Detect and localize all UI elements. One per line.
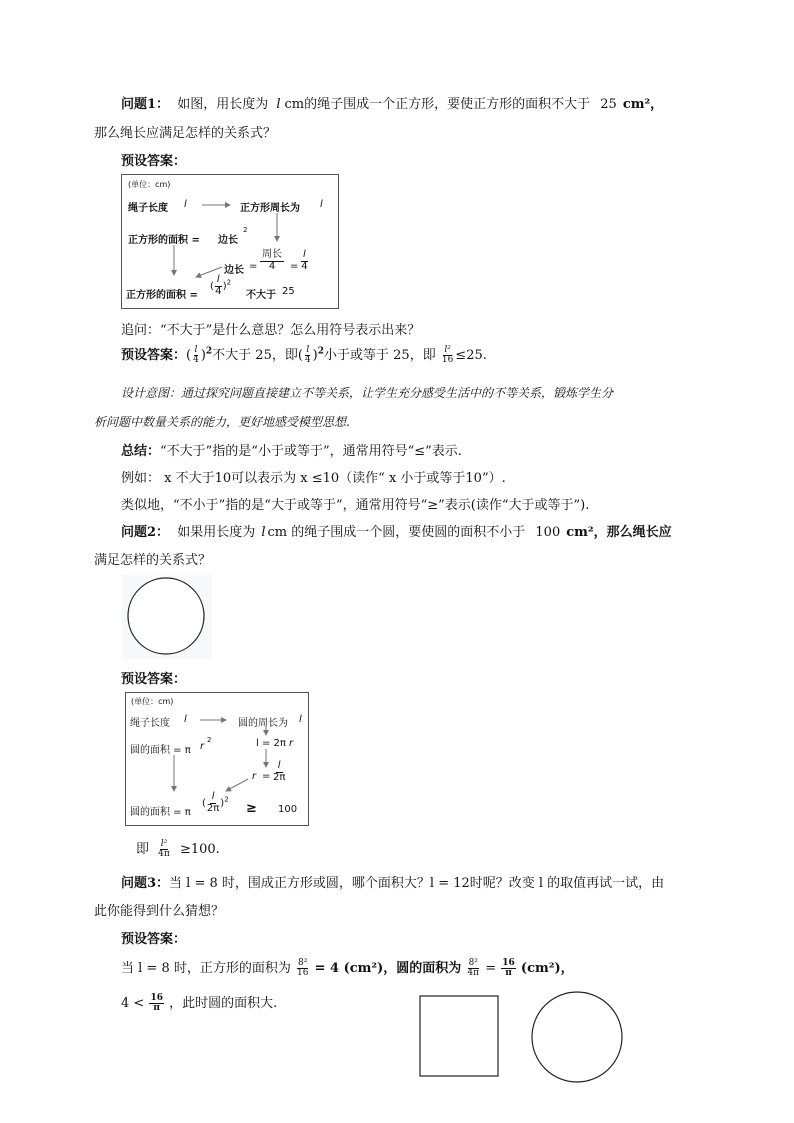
twenty-five: 25 [282, 286, 295, 297]
arrow-r-to-area [226, 779, 248, 791]
example-line: 例如： x 不大于10可以表示为 x ≤10（读作“ x 小于或等于10”）. [121, 471, 506, 486]
l-equals-2pi: l = 2π [256, 738, 286, 749]
ans3-e: 4 < [121, 996, 145, 1011]
ans1-16: 16 [441, 355, 454, 365]
q1-unit: cm²， [622, 97, 664, 112]
ans2-frac [157, 840, 171, 859]
circle-reasoning-diagram [125, 692, 309, 826]
ans3-f4n: 16 [150, 993, 163, 1003]
circle-perimeter-label: 圆的周长为 [238, 718, 288, 729]
ans3-f1n: 8² [298, 958, 308, 968]
answer-1-part1: 不大于 25，即 [212, 348, 298, 363]
frac-l: l [277, 760, 281, 771]
square-area-final-label: 正方形的面积 = [126, 290, 198, 301]
square-shape [420, 996, 498, 1076]
answer-1-part2: 小于或等于 25，即 [324, 348, 436, 363]
side-length-red: 边长 [218, 235, 238, 246]
p-exp: 2 [224, 795, 229, 804]
ans1-l-b: l [306, 345, 310, 355]
frac-2pi: 2π [273, 771, 286, 783]
ans3-f2n: 8² [468, 958, 478, 968]
unit-note: (单位：cm) [128, 180, 171, 189]
q1-line1 [121, 93, 663, 112]
followup-question: 追问：“不大于”是什么意思？怎么用符号表示出来？ [121, 323, 421, 338]
p-2pi: 2π [206, 802, 220, 814]
ans1-4-a: 4 [193, 355, 199, 365]
preset-answer-label-1: 预设答案： [121, 154, 187, 169]
l-equals-r-red: r [289, 738, 294, 749]
ans3-frac3 [501, 959, 516, 978]
perimeter-num: 周长 [262, 249, 282, 260]
box1-arrows [122, 175, 338, 308]
circle-exp: 2 [207, 736, 212, 744]
q3-line1 [121, 872, 664, 891]
q2-text-a: 如果用长度为 [177, 525, 256, 540]
ans3-f3n: 16 [502, 958, 515, 968]
q2-line1 [121, 521, 672, 540]
ans1-exp-a: 2 [205, 346, 213, 357]
q1-var-l: l [276, 97, 281, 112]
design-intent-2: 析问题中数量关系的能力，更好地感受模型思想. [94, 415, 350, 429]
perimeter-den: 4 [268, 260, 276, 272]
side-length-red-2: 边长 [224, 265, 244, 276]
side-eq: = [249, 261, 258, 272]
r-eq: = [262, 771, 271, 782]
answer-1-part3: ≤25. [455, 348, 487, 363]
answer-1-frac-b: ( $\frac{l}{4}$ )$^2$ [297, 345, 325, 365]
circle-shape [532, 992, 622, 1082]
circle-figure [122, 575, 212, 659]
square-exponent: 2 [243, 226, 248, 234]
q2-label: 问题2： [121, 525, 170, 540]
preset-answer-label-2: 预设答案： [121, 672, 187, 687]
q2-value: 100 [535, 525, 561, 540]
square-reasoning-diagram [121, 174, 339, 309]
ans3-c: = [485, 961, 497, 976]
paren-l: l [216, 274, 220, 285]
q2-unit: cm²，那么绳长应 [566, 525, 672, 540]
preset-answer-label-3: 预设答案： [121, 932, 187, 947]
q3-line2: 此你能得到什么猜想？ [94, 904, 225, 919]
rope-length-label-2: 绳子长度 [130, 718, 170, 729]
design-intent-text: 设计意图：通过探究问题直接建立不等关系，让学生充分感受生活中的不等关系，锻炼学生分 [121, 386, 614, 400]
paren-frac: ( $\frac{l}{4}$ )$^2$ [210, 274, 232, 297]
circle-r-red: r [200, 741, 205, 752]
ans3-frac2 [466, 959, 480, 978]
circle-paren-frac: ( $\frac{l}{2\pi}$ )$^2$ [202, 791, 229, 814]
q2-line2: 满足怎样的关系式？ [94, 553, 212, 568]
q1-label: 问题1： [121, 97, 170, 112]
answer-1-frac-a: ( $\frac{l}{4}$ )$^2$ [186, 345, 213, 365]
square-and-circle-figure [415, 990, 630, 1085]
r-red: r [252, 771, 257, 782]
ans3-b: = 4 (cm²)，圆的面积为 [314, 961, 462, 976]
ans3-f2d: 4π [467, 968, 480, 978]
unit-note-2: (单位：cm) [131, 697, 174, 706]
hundred: 100 [278, 804, 298, 815]
ans2-ji: 即 [136, 842, 150, 857]
ans3-d: (cm²)， [520, 961, 574, 976]
ans3-a: 当 l = 8 时，正方形的面积为 [121, 961, 291, 976]
q3-text: 当 l = 8 时，围成正方形或圆，哪个面积大？l = 12时呢？改变 l 的取值再试一试，由 [169, 876, 665, 891]
summary-text: “不大于”指的是“小于或等于”，通常用符号“≤”表示. [160, 444, 462, 459]
ans3-f4d: π [153, 1003, 160, 1013]
ans2-l2: l² [160, 839, 168, 849]
paren-exp: 2 [226, 278, 232, 287]
q1-text-a: 如图，用长度为 [177, 97, 269, 112]
q1-line2: 那么绳长应满足怎样的关系式？ [94, 126, 277, 141]
circle-area-formula: 圆的面积 = π [130, 745, 191, 756]
rope-length-var-2: l [184, 714, 187, 725]
p-l: l [211, 791, 215, 802]
circle-perimeter-var: l [299, 714, 302, 725]
ans3-f: ，此时圆的面积大. [169, 996, 278, 1011]
design-intent-1 [121, 384, 613, 401]
answer-1-label: 预设答案： [121, 348, 187, 363]
answer-1-line [121, 344, 487, 365]
q1-value: 25 [600, 97, 617, 112]
ans3-frac4 [149, 994, 164, 1013]
l-den: 4 [301, 260, 308, 272]
square-perimeter-label: 正方形周长为 [240, 203, 300, 214]
summary-label: 总结： [121, 444, 161, 459]
not-greater-red: 不大于 [246, 290, 276, 301]
summary-line [121, 440, 462, 459]
ans3-frac1 [296, 959, 309, 978]
geq-red: ≥ [246, 801, 257, 816]
q2-text-b: cm 的绳子围成一个圆，要使圆的面积不小于 [267, 525, 526, 540]
q2-var-l: l [261, 525, 266, 540]
rope-length-var: l [184, 199, 187, 210]
paren-4: 4 [215, 285, 222, 297]
answer-3-line2 [121, 992, 277, 1013]
rope-length-label: 绳子长度 [128, 203, 168, 214]
ans1-4-b: 4 [304, 355, 311, 365]
ans1-l-a: l [194, 345, 198, 355]
square-perimeter-var: l [320, 199, 323, 210]
similarly-line: 类似地，“不小于”指的是“大于或等于”，通常用符号“≥”表示(读作“大于或等于”). [121, 498, 590, 513]
ans1-exp-b: 2 [317, 346, 325, 357]
ans3-f3d: π [505, 968, 512, 978]
ans2-4pi: 4π [158, 849, 170, 859]
answer-2-line [136, 838, 220, 859]
ans3-f1d: 16 [297, 968, 309, 978]
side-eq-2: = [290, 261, 299, 272]
answer-3-line1 [121, 957, 574, 978]
ans2-tail: ≥100. [179, 842, 220, 857]
circle-area-final: 圆的面积 = π [130, 807, 191, 818]
q3-label: 问题3： [121, 876, 170, 891]
ans1-l2: l² [444, 345, 451, 355]
answer-1-frac-c [441, 346, 454, 365]
box2-arrows [126, 693, 308, 825]
q1-text-b: cm的绳子围成一个正方形，要使正方形的面积不大于 [284, 97, 591, 112]
arrow-side-to-area [196, 267, 222, 277]
square-area-formula-label: 正方形的面积 = [128, 235, 200, 246]
l-num: l [303, 249, 306, 260]
